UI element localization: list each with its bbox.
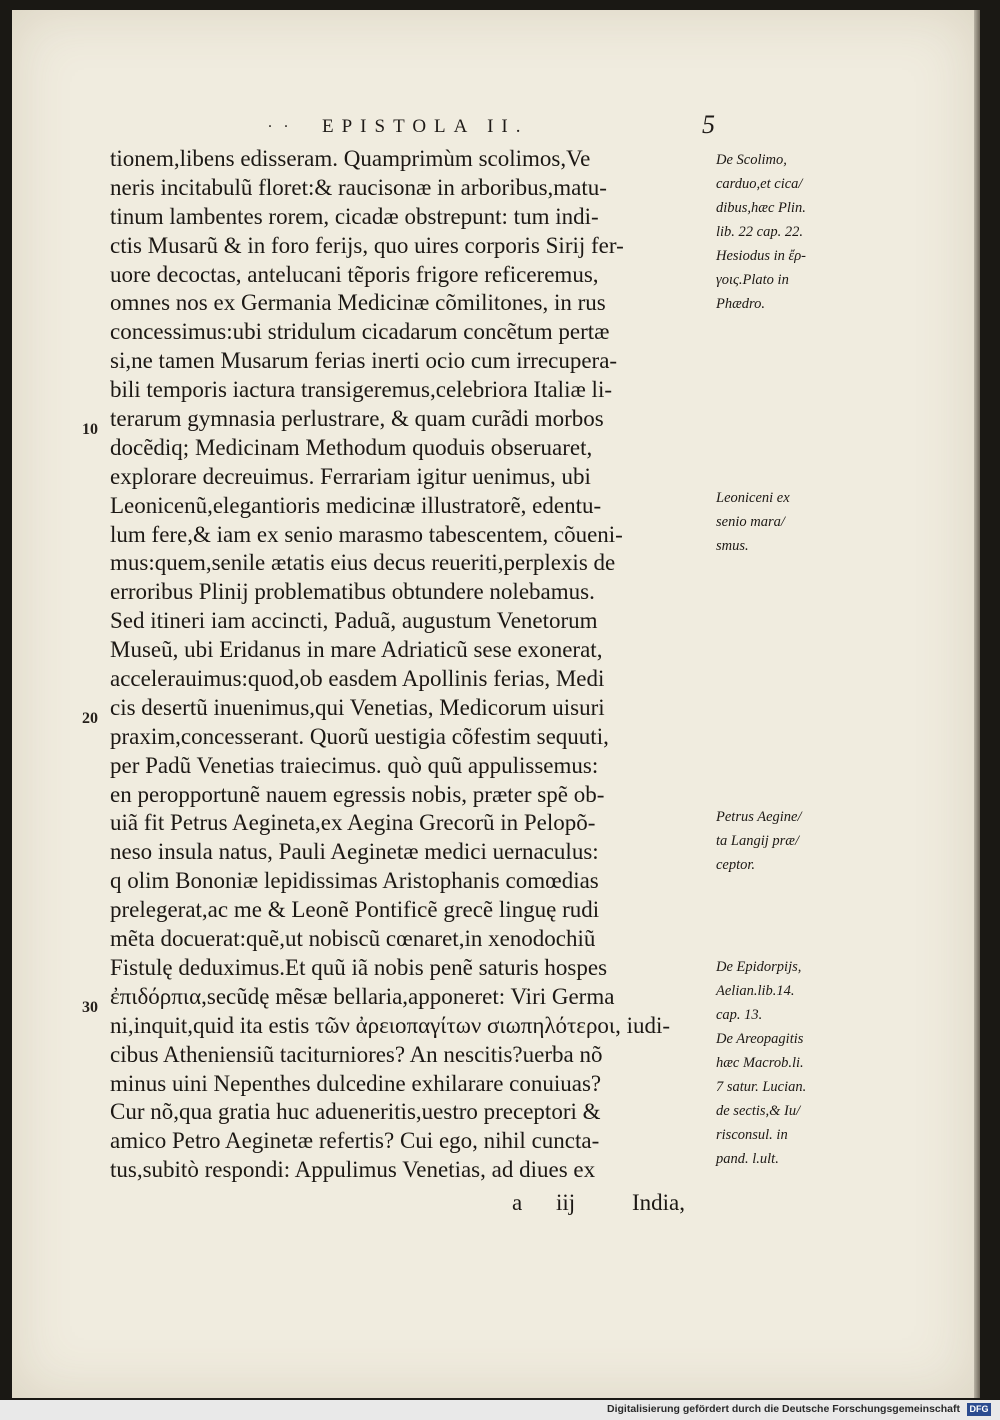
text-line: uiã fit Petrus Aegineta,ex Aegina Grecorũ in Pelopõ-: [110, 810, 596, 836]
text-line: erroribus Plinij problematibus obtundere nolebamus.: [110, 579, 595, 605]
marginal-line: smus.: [716, 538, 749, 554]
marginal-line: De Epidorpijs,: [716, 959, 802, 975]
marginal-note-scolimus: [716, 148, 866, 316]
text-line: per Padũ Venetias traiecimus. quò quũ appulissemus:: [110, 752, 599, 778]
text-line: prelegerat,ac me & Leonẽ Pontificẽ grecẽ linguę rudi: [110, 897, 600, 923]
marginal-line: Hesiodus in ἔρ-: [716, 248, 807, 264]
marginal-line: risconsul. in: [716, 1127, 788, 1143]
marginal-note-epidorpia: [716, 955, 866, 1171]
text-line: praxim,concesserant. Quorũ uestigia cõfestim sequuti,: [110, 723, 609, 749]
text-line: lum fere,& iam ex senio marasmo tabescentem, cõueni-: [110, 521, 623, 547]
signature-gathering: iij: [556, 1190, 576, 1215]
text-line: minus uini Nepenthes dulcedine exhilarare conuiuas?: [110, 1070, 602, 1096]
text-line: Museũ, ubi Eridanus in mare Adriaticũ sese exonerat,: [110, 637, 603, 663]
text-line: mus:quem,senile ætatis eius decus reueriti,perplexis de: [110, 550, 616, 576]
line-number-30: 30: [82, 999, 98, 1016]
text-line: terarum gymnasia perlustrare, & quam curãdi morbos: [110, 406, 604, 432]
footer-credit: Digitalisierung gefördert durch die Deutsche Forschungsgemeinschaft: [607, 1403, 960, 1415]
text-line: tinum lambentes rorem, cicadæ obstrepunt: tum indi-: [110, 203, 599, 229]
text-line: en peropportunẽ nauem egressis nobis, præter spẽ ob-: [110, 781, 605, 807]
marginal-line: senio mara/: [716, 514, 785, 530]
line-number-20: 20: [82, 710, 98, 727]
text-line: cis desertũ inuenimus,qui Venetias, Medicorum uisuri: [110, 694, 605, 720]
text-line: neso insula natus, Pauli Aeginetæ medici uernaculus:: [110, 839, 599, 865]
marginal-line: ta Langij præ/: [716, 833, 799, 849]
text-line: accelerauimus:quod,ob easdem Apollinis ferias, Medi: [110, 666, 605, 692]
marginal-line: pand. l.ult.: [716, 1151, 779, 1167]
marginal-line: lib. 22 cap. 22.: [716, 224, 803, 240]
marginal-line: hæc Macrob.li.: [716, 1055, 804, 1071]
signature-mark: a: [512, 1190, 523, 1215]
text-line: explorare decreuimus. Ferrariam igitur uenimus, ubi: [110, 463, 591, 489]
text-line: ctis Musarũ & in foro ferijs, quo uires corporis Sirij fer-: [110, 232, 624, 258]
text-line: omnes nos ex Germania Medicinæ cõmilitones, in rus: [110, 290, 606, 316]
text-line: docẽdiq; Medicinam Methodum quoduis obseruaret,: [110, 434, 593, 460]
text-line: si,ne tamen Musarum ferias inerti ocio cum irrecupera-: [110, 348, 618, 374]
text-line: uore decoctas, antelucani tẽporis frigore reficeremus,: [110, 261, 599, 287]
marginal-line: Phædro.: [716, 296, 766, 312]
text-line: Cur nõ,qua gratia huc adueneritis,uestro preceptori &: [110, 1099, 601, 1125]
marginal-line: De Scolimo,: [716, 152, 787, 168]
page-number: 5: [702, 110, 715, 139]
marginal-line: De Areopagitis: [716, 1031, 804, 1047]
text-line: ἐπιδόρπια,secũdę mẽsæ bellaria,apponeret: Viri Germa: [110, 983, 615, 1009]
marginal-line: 7 satur. Lucian.: [716, 1079, 807, 1095]
text-line: q olim Bononiæ lepidissimas Aristophanis comœdias: [110, 868, 599, 894]
dfg-logo-icon: DFG: [967, 1403, 991, 1416]
header-dots: . .: [268, 114, 292, 131]
marginal-line: dibus,hæc Plin.: [716, 200, 806, 216]
marginal-line: γοις.Plato in: [716, 272, 789, 288]
marginal-note-leonicenus: [716, 486, 866, 558]
marginal-note-aegineta: [716, 805, 866, 877]
marginal-line: Aelian.lib.14.: [716, 983, 795, 999]
text-line: tus,subitò respondi: Appulimus Venetias, ad diues ex: [110, 1157, 596, 1183]
text-line: Sed itineri iam accincti, Paduã, augustum Venetorum: [110, 608, 598, 634]
line-number-10: 10: [82, 421, 98, 438]
marginal-line: cap. 13.: [716, 1007, 763, 1023]
page-edge: [974, 10, 980, 1398]
text-line: tionem,libens edisseram. Quamprimùm scolimos,Ve: [110, 146, 591, 171]
running-head: EPISTOLA II.: [322, 116, 529, 137]
text-line: ni,inquit,quid ita estis τῶν ἀρειοπαγίτων σιωπηλότεροι, iudi-: [110, 1012, 671, 1038]
text-line: cibus Atheniensiũ taciturniores? An nescitis?uerba nõ: [110, 1041, 603, 1067]
marginal-line: Leoniceni ex: [716, 490, 790, 506]
text-line: mẽta docuerat:quẽ,ut nobiscũ cœnaret,in xenodochiũ: [110, 926, 596, 952]
marginal-line: de sectis,& Iu/: [716, 1103, 801, 1119]
text-line: concessimus:ubi stridulum cicadarum concẽtum pertæ: [110, 319, 610, 345]
marginal-line: carduo,et cica/: [716, 176, 803, 192]
text-line: amico Petro Aeginetæ refertis? Cui ego, nihil cuncta-: [110, 1128, 600, 1154]
body-text: [110, 145, 716, 1185]
text-line: bili temporis iactura transigeremus,celebriora Italiæ li-: [110, 377, 612, 403]
catchword: India,: [632, 1190, 686, 1215]
text-line: Leonicenũ,elegantioris medicinæ illustratorẽ, edentu-: [110, 492, 602, 518]
text-line: neris incitabulũ floret:& raucisonæ in arboribus,matu-: [110, 174, 607, 200]
text-line: Fistulę deduximus.Et quũ iã nobis penẽ saturis hospes: [110, 954, 608, 980]
marginal-line: Petrus Aegine/: [716, 809, 802, 825]
marginal-line: ceptor.: [716, 857, 756, 873]
